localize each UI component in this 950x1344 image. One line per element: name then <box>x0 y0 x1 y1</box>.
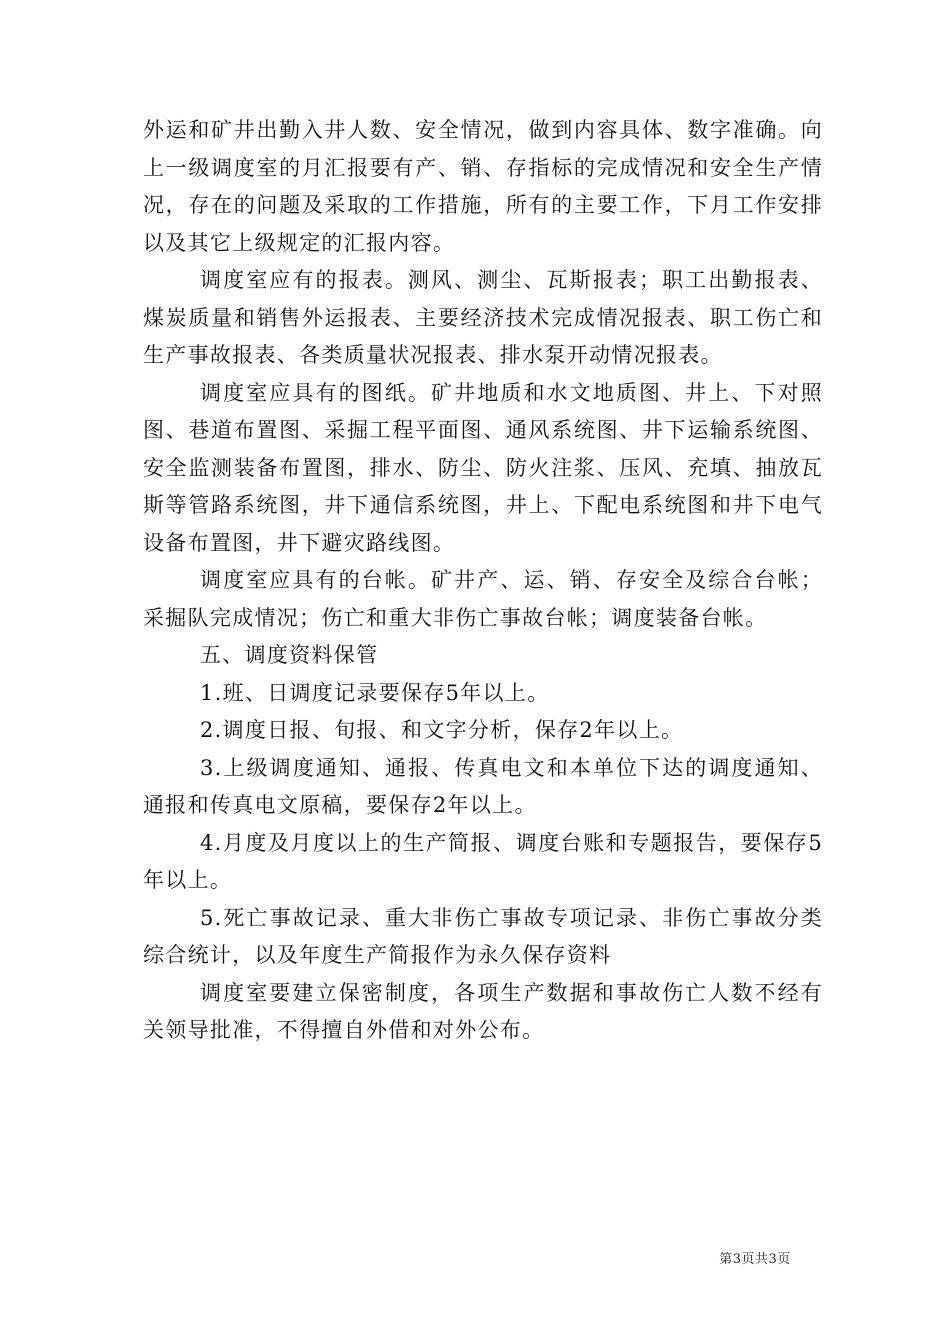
paragraph-reports: 调度室应有的报表。测风、测尘、瓦斯报表；职工出勤报表、煤炭质量和销售外运报表、主要经济技术完成情况报表、职工伤亡和生产事故报表、各类质量状况报表、排水泵开动情况报表。 <box>143 268 823 367</box>
paragraph-continuation: 外运和矿井出勤入井人数、安全情况，做到内容具体、数字准确。向上一级调度室的月汇报要有产、销、存指标的完成情况和安全生产情况，存在的问题及采取的工作措施，所有的主要工作，下月工作安排以及其它上级规定的汇报内容。 <box>143 118 823 255</box>
paragraph-drawings: 调度室应具有的图纸。矿井地质和水文地质图、井上、下对照图、巷道布置图、采掘工程平面图、通风系统图、井下运输系统图、安全监测装备布置图，排水、防尘、防火注浆、压风、充填、抽放瓦斯等管路系统图，井下通信系统图，井上、下配电系统图和井下电气设备布置图，井下避灾路线图。 <box>143 380 823 555</box>
document-body <box>143 112 823 1050</box>
page-number-footer: 第3页共3页 <box>719 1252 791 1267</box>
list-item: 5.死亡事故记录、重大非伤亡事故专项记录、非伤亡事故分类综合统计，以及年度生产简报作为永久保存资料 <box>143 905 823 967</box>
paragraph-ledgers: 调度室应具有的台帐。矿井产、运、销、存安全及综合台帐；采掘队完成情况；伤亡和重大非伤亡事故台帐；调度装备台帐。 <box>143 568 823 630</box>
paragraph-confidentiality: 调度室要建立保密制度，各项生产数据和事故伤亡人数不经有关领导批准，不得擅自外借和对外公布。 <box>143 980 823 1042</box>
section-heading: 五、调度资料保管 <box>200 643 379 667</box>
list-item: 4.月度及月度以上的生产简报、调度台账和专题报告，要保存5年以上。 <box>143 830 823 892</box>
list-item: 2.调度日报、旬报、和文字分析，保存2年以上。 <box>200 718 684 742</box>
list-item: 3.上级调度通知、通报、传真电文和本单位下达的调度通知、通报和传真电文原稿，要保存2年以上。 <box>143 755 823 817</box>
list-item: 1.班、日调度记录要保存5年以上。 <box>200 680 550 705</box>
